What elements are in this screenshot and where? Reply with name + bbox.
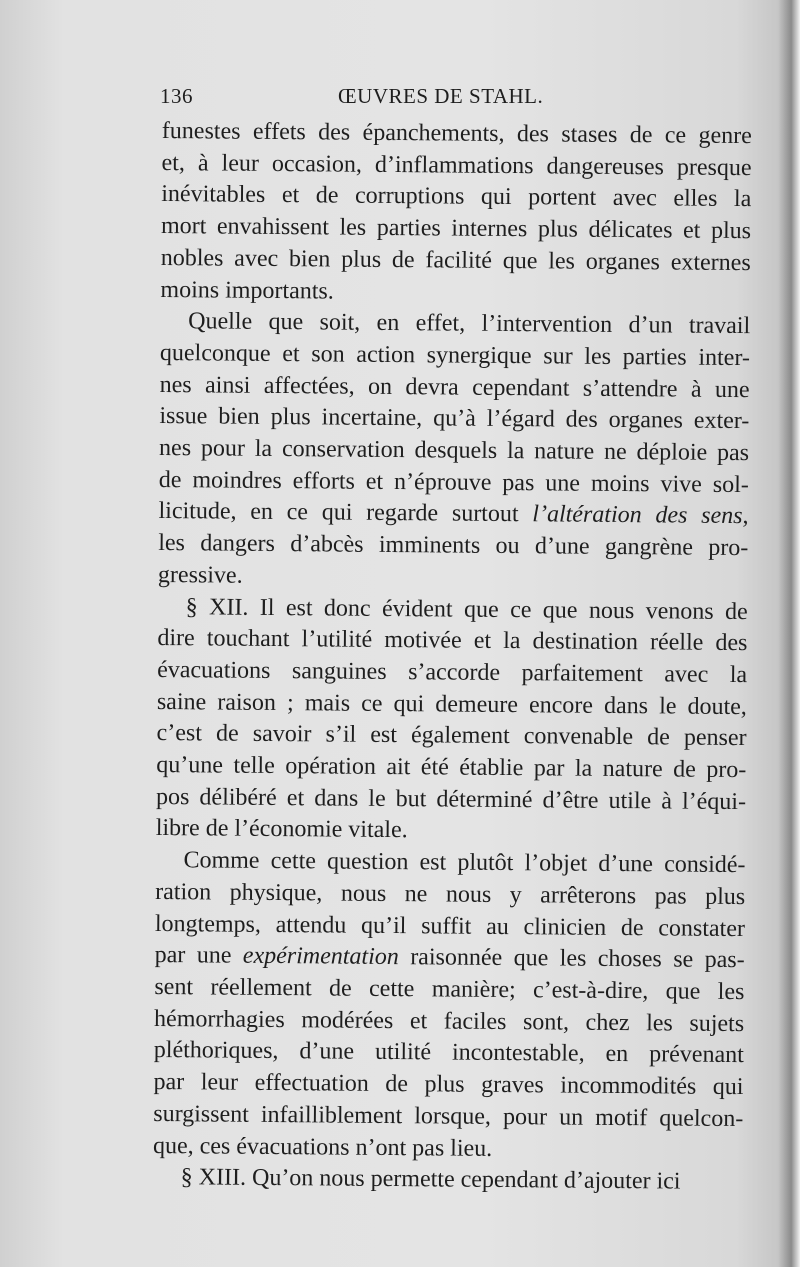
text-line	[155, 909, 745, 946]
text-run: les dangers d’abcès imminents ou d’une gangrène pro-	[158, 530, 749, 562]
text-line	[161, 179, 751, 216]
text-run: nobles avec bien plus de facilité que les organes externes	[160, 244, 751, 276]
text-run: pléthoriques, d’une utilité incontestable, en prévenant	[153, 1037, 744, 1069]
text-line	[161, 148, 751, 185]
text-line	[154, 1004, 744, 1041]
text-run: § XIII. Qu’on nous permette cependant d’ajouter ici	[180, 1164, 681, 1195]
text-line	[160, 275, 750, 312]
text-line	[161, 243, 751, 280]
body-text	[153, 116, 752, 1199]
text-line	[158, 560, 748, 597]
text-line	[157, 623, 747, 660]
text-line	[159, 401, 749, 438]
text-run: inévitables et de corruptions qui portent avec elles la	[161, 181, 752, 213]
text-line	[155, 877, 745, 914]
text-line	[156, 718, 746, 755]
text-line	[157, 655, 747, 692]
paragraph	[153, 845, 746, 1167]
text-run: ration physique, nous ne nous y arrêterons pas plus	[155, 878, 746, 910]
text-line	[159, 465, 749, 502]
text-run: nes ainsi affectées, on devra cependant s’attendre à une	[159, 371, 750, 403]
text-line	[157, 687, 747, 724]
text-run: quelconque et son action synergique sur les parties inter-	[159, 339, 751, 372]
paragraph	[156, 592, 748, 851]
text-run: gressive.	[157, 561, 243, 589]
text-run: de moindres efforts et n’éprouve pas une moins vive sol-	[158, 466, 749, 498]
text-run: saine raison ; mais ce qui demeure encore dans le doute,	[156, 688, 747, 720]
text-run: sent réellement de cette manière; c’est-à-dire, que les	[154, 973, 745, 1006]
text-run: nes pour la conservation desquels la nature ne déploie pas	[158, 435, 750, 467]
text-line	[158, 496, 748, 533]
text-run: libre de l’économie vitale.	[155, 815, 408, 844]
text-run: dire touchant l’utilité motivée et la destination réelle des	[157, 625, 748, 657]
text-run: évacuations sanguines s’accorde parfaitement avec la	[157, 656, 748, 689]
text-run: funestes effets des épanchements, des stases de ce genre	[161, 117, 752, 150]
text-line	[161, 211, 751, 248]
text-run: moins importants.	[160, 276, 334, 305]
text-run: et, à leur occasion, d’inflammations dangereuses presque	[161, 149, 752, 181]
text-run: § XII. Il est donc évident que ce que nous venons de	[185, 593, 748, 625]
text-line	[160, 370, 750, 407]
text-line	[160, 306, 750, 343]
text-run: mort envahissent les parties internes plus délicates et plus	[160, 213, 752, 245]
text-line	[160, 338, 750, 375]
running-title: ŒUVRES DE STAHL.	[338, 84, 544, 108]
text-run: c’est de savoir s’il est également convenable de penser	[156, 720, 747, 752]
text-run: issue bien plus incertaine, qu’à l’égard des organes exter-	[159, 403, 750, 435]
page-header	[160, 84, 750, 118]
paragraph	[153, 1162, 743, 1199]
page-number: 136	[160, 84, 193, 108]
text-line	[154, 1035, 744, 1072]
text-run: surgissent infailliblement lorsque, pour un motif quelcon-	[153, 1100, 744, 1132]
text-line	[158, 528, 748, 565]
text-run: raisonnée que les choses se pas-	[398, 944, 745, 974]
text-run: pos délibéré et dans le but déterminé d’être utile à l’équi-	[155, 783, 747, 815]
text-run: par leur effectuation de plus graves incommodités qui	[153, 1069, 744, 1101]
text-line	[156, 750, 746, 787]
italic-phrase: expérimentation	[242, 943, 399, 971]
text-run: que, ces évacuations n’ont pas lieu.	[152, 1132, 493, 1162]
text-run: hémorrhagies modérées et faciles sont, chez les sujets	[154, 1005, 745, 1037]
text-line	[156, 782, 746, 819]
text-line	[158, 592, 748, 629]
page-gutter-shadow	[778, 0, 800, 1267]
text-line	[153, 1162, 743, 1199]
paragraph	[160, 116, 752, 311]
text-run: qu’une telle opération ait été établie par la nature de pro-	[156, 752, 747, 784]
text-line	[153, 1130, 743, 1167]
text-line	[156, 813, 746, 850]
text-line	[154, 972, 744, 1009]
text-line	[153, 1099, 743, 1136]
italic-phrase: l’altération des sens	[532, 501, 743, 530]
text-line	[162, 116, 752, 153]
text-line	[159, 433, 749, 470]
text-line	[155, 845, 745, 882]
text-run: ,	[742, 503, 749, 530]
text-run: licitude, en ce qui regarde surtout	[158, 498, 533, 528]
text-line	[155, 940, 745, 977]
text-run: Comme cette question est plutôt l’objet d’une considé-	[183, 847, 746, 879]
text-line	[153, 1067, 743, 1104]
paragraph	[158, 306, 750, 596]
text-run: longtemps, attendu qu’il suffit au clinicien de constater	[154, 910, 746, 942]
text-run: par une	[154, 942, 243, 970]
text-run: Quelle que soit, en effet, l’intervention d’un travail	[188, 308, 751, 340]
